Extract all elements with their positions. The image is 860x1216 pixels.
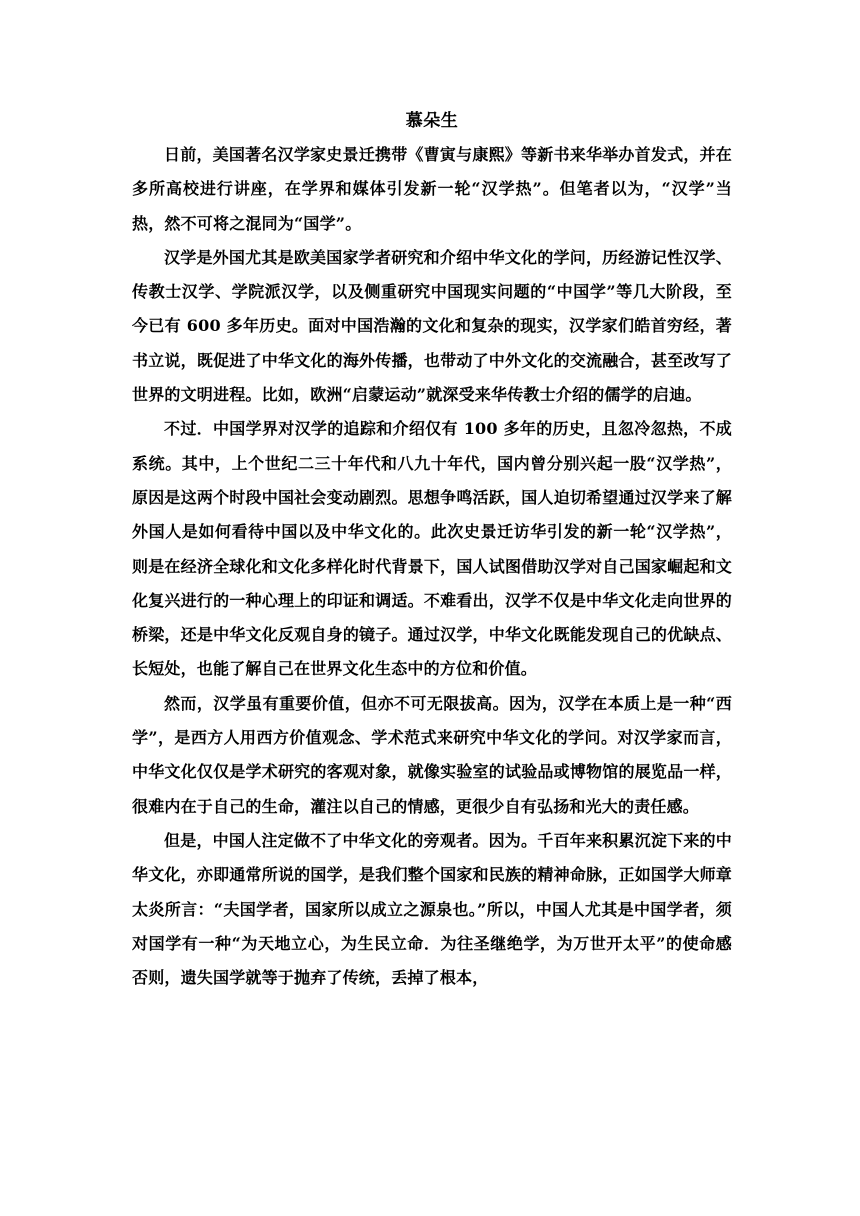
document-body — [132, 104, 732, 995]
paragraph-4: 然而，汉学虽有重要价值，但亦不可无限拔高。因为，汉学在本质上是一种“西学”，是西方人用西方价值观念、学术范式来研究中华文化的学问。对汉学家而言，中华文化仅仅是学术研究的客观对象，就像实验室的试验品或博物馆的展览品一样，很难内在于自己的生命，灌注以自己的情感，更很少自有弘扬和光大的责任感。 — [132, 693, 732, 816]
paragraph-3: 不过．中国学界对汉学的追踪和介绍仅有 100 多年的历史，且忽冷忽热，不成系统。其中，上个世纪二三十年代和八九十年代，国内曾分别兴起一股“汉学热”，原因是这两个时段中国社会变动剧烈。思想争鸣活跃，国人迫切希望通过汉学来了解外国人是如何看待中国以及中华文化的。此次史景迁访华引发的新一轮“汉学热”，则是在经济全球化和文化多样化时代背景下，国人试图借助汉学对自己国家崛起和文化复兴进行的一种心理上的印证和调适。不难看出，汉学不仅是中华文化走向世界的桥梁，还是中华文化反观自身的镜子。通过汉学，中华文化既能发现自己的优缺点、长短处，也能了解自己在世界文化生态中的方位和价值。 — [132, 419, 732, 679]
paragraph-1: 日前，美国著名汉学家史景迁携带《曹寅与康熙》等新书来华举办首发式，并在多所高校进行讲座，在学界和媒体引发新一轮“汉学热”。但笔者以为，“汉学”当热，然不可将之混同为“国学”。 — [132, 145, 732, 233]
author-name: 慕朵生 — [405, 111, 459, 131]
paragraph-2: 汉学是外国尤其是欧美国家学者研究和介绍中华文化的学问，历经游记性汉学、传教士汉学、学院派汉学，以及侧重研究中国现实问题的“中国学”等几大阶段，至今已有 600 多年历史。面对中国浩瀚的文化和复杂的现实，汉学家们皓首穷经，著书立说，既促进了中华文化的海外传播，也带动了中外文化的交流融合，甚至改写了世界的文明进程。比如，欧洲“启蒙运动”就深受来华传教士介绍的儒学的启迪。 — [132, 247, 732, 405]
paragraph-5: 但是，中国人注定做不了中华文化的旁观者。因为。千百年来积累沉淀下来的中华文化，亦即通常所说的国学，是我们整个国家和民族的精神命脉，正如国学大师章太炎所言：“夫国学者，国家所以成立之源泉也。”所以，中国人尤其是中国学者，须对国学有一种“为天地立心，为生民立命．为往圣继绝学，为万世开太平”的使命感否则，遗失国学就等于抛弃了传统，丢掉了根本， — [132, 830, 732, 988]
